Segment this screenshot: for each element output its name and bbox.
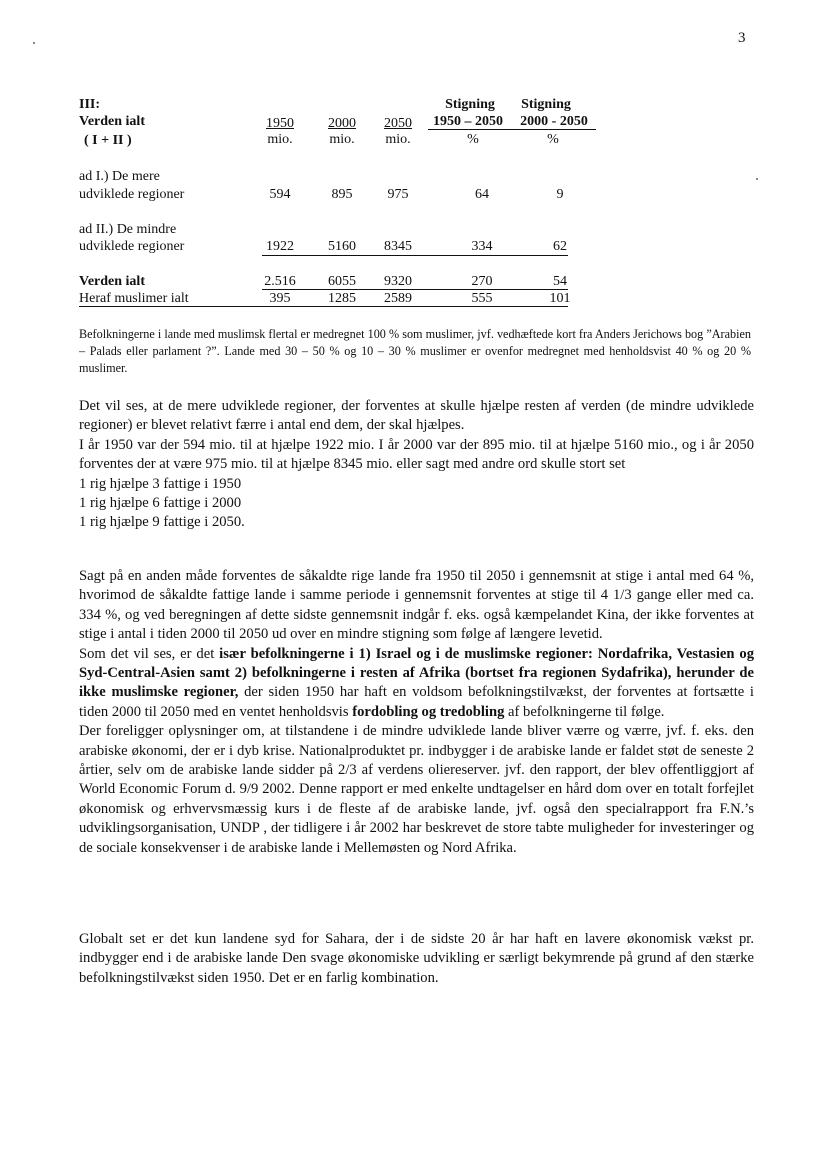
subtotal-rule [262, 255, 568, 256]
cell-2000: 6055 [328, 274, 356, 289]
cell-1950: 594 [269, 187, 291, 202]
range-1950-2050: 1950 – 2050 [433, 114, 503, 129]
unit-2050: mio. [385, 132, 411, 147]
unit-pct-2: % [547, 132, 559, 147]
cell-stigning-1: 64 [475, 187, 489, 202]
scan-speck [33, 42, 35, 44]
page-number: 3 [738, 30, 746, 46]
cell-stigning-2: 62 [553, 239, 567, 254]
stigning-label-1: Stigning [445, 97, 495, 112]
cell-stigning-2: 101 [549, 291, 571, 306]
col-header-2050: 2050 [384, 116, 412, 131]
section-title: III: [79, 97, 101, 112]
cell-stigning-1: 555 [471, 291, 493, 306]
cell-1950: 1922 [266, 239, 294, 254]
bold-run: fordobling og tredobling [352, 703, 505, 720]
cell-1950: 395 [269, 291, 291, 306]
paragraph-text: Sagt på en anden måde forventes de såkaldte rige lande fra 1950 til 2050 i gennemsnit at stige i antal med 64 %, hvorimod de såkaldte fattige lande i samme periode i gennemsnit forventes at stige til 4 1/3 gange eller med ca. 334 %, og ved beregningen af dette sidste gennemsnit indgår f. eks. også kæmpelandet Kina, der ikke forventes at stige i antal i tiden 2000 til 2050 ud over en mindre stigning som følge af længere levetid. [79, 568, 754, 643]
cell-1950: 2.516 [264, 274, 296, 289]
cell-2050: 975 [387, 187, 409, 202]
cell-stigning-2: 9 [556, 187, 564, 202]
cell-2050: 2589 [384, 291, 412, 306]
list-line: 1 rig hjælpe 3 fattige i 1950 [79, 475, 242, 492]
unit-pct-1: % [467, 132, 479, 147]
header-rule [428, 129, 596, 130]
text-run: Som det vil ses, er det [79, 645, 220, 662]
unit-1950: mio. [267, 132, 293, 147]
range-2000-2050: 2000 - 2050 [520, 114, 588, 129]
bold-run: især befolkningerne i 1) Israel og i de muslimske regioner: Nordafrika, Vestasien og Syd-Central-Asien samt 2) befolkningerne i resten af Afrika (bortset fra regionen Sydafrika), herunder de ikke muslimske regioner, [79, 645, 754, 701]
cell-stigning-1: 270 [471, 274, 493, 289]
list-line: 1 rig hjælpe 9 fattige i 2050. [79, 514, 245, 531]
paragraph-2 [79, 567, 754, 858]
paragraph-text [79, 645, 754, 723]
scan-speck [756, 178, 758, 180]
text-run: af befolkningerne til følge. [504, 703, 665, 720]
paragraph-text: Der foreligger oplysninger om, at tilstandene i de mindre udviklede lande bliver værre og værre, jvf. f. eks. den arabiske økonomi, der er i dyb krise. Nationalproduktet pr. indbygger i de arabiske lande er faldet støt de seneste 2 årtier, selv om de arabiske lande sidder på 2/3 af verdens oliereserver. jvf. den rapport, der blev offentliggjort af World Economic Forum d. 9/9 2002. Denne rapport er med enkelte undtagelser en hård dom over en totalt forfejlet økonomisk og erhvervsmæssig kurs i de fleste af de arabiske lande, jvf. også den specialrapport fra F.N.’s udviklingsorganisation, UNDP , der tidligere i år 2002 har beskrevet de store tabte muligheder for investeringer og de sociale konsekvenser i de arabiske lande i Mellemøsten og Nord Afrika. [79, 723, 754, 856]
col-header-2000: 2000 [328, 116, 356, 131]
bottom-rule [79, 306, 568, 307]
col-header-1950: 1950 [266, 116, 294, 131]
table-footnote: Befolkningerne i lande med muslimsk flertal er medregnet 100 % som muslimer, jvf. vedhæftede kort fra Anders Jerichows bog ”Arabien – Palads eller parlament ?”. Lande med 30 – 50 % og 10 – 30 % muslimer er ovenfor medregnet med henholdsvist 40 % og 20 % muslimer. [79, 327, 751, 375]
paragraph-text: I år 1950 var der 594 mio. til at hjælpe 1922 mio. I år 2000 var der 895 mio. til at hjælpe 5160 mio., og i år 2050 forventes der at være 975 mio. til at hjælpe 8345 mio. eller sagt med andre ord skulle stort set [79, 436, 754, 473]
row-label: udviklede regioner [79, 187, 185, 202]
cell-2050: 9320 [384, 274, 412, 289]
stigning-label-2: Stigning [521, 97, 571, 112]
cell-stigning-2: 54 [553, 274, 567, 289]
cell-stigning-1: 334 [471, 239, 493, 254]
list-line: 1 rig hjælpe 6 fattige i 2000 [79, 495, 242, 512]
row-label-muslims: Heraf muslimer ialt [79, 291, 189, 306]
cell-2000: 5160 [328, 239, 356, 254]
row-label: ad II.) De mindre [79, 222, 177, 237]
row-label-total: Verden ialt [79, 274, 145, 289]
row-label: udviklede regioner [79, 239, 185, 254]
paragraph-3: Globalt set er det kun landene syd for Sahara, der i de sidste 20 år har haft en lavere økonomisk vækst pr. indbygger end i de arabiske lande Den svage økonomiske udvikling er særligt bekymrende på grund af den stærke befolkningstilvækst siden 1950. Det er en farlig kombination. [79, 931, 754, 986]
header-label: Verden ialt [79, 114, 145, 129]
paragraph-text: Det vil ses, at de mere udviklede regioner, der forventes at skulle hjælpe resten af verden (de mindre udviklede regioner) er blevet relativt færre i antal end dem, der skal hjælpes. [79, 398, 754, 434]
paragraph-1 [79, 397, 754, 533]
unit-2000: mio. [329, 132, 355, 147]
cell-2000: 1285 [328, 291, 356, 306]
cell-2050: 8345 [384, 239, 412, 254]
text-run: der siden 1950 har haft en voldsom befolkningstilvækst, der forventes at fortsætte i tiden 2000 til 2050 med en ventet henholdsvis [79, 684, 754, 720]
header-sublabel: ( I + II ) [84, 133, 132, 148]
row-label: ad I.) De mere [79, 169, 160, 184]
cell-2000: 895 [331, 187, 353, 202]
